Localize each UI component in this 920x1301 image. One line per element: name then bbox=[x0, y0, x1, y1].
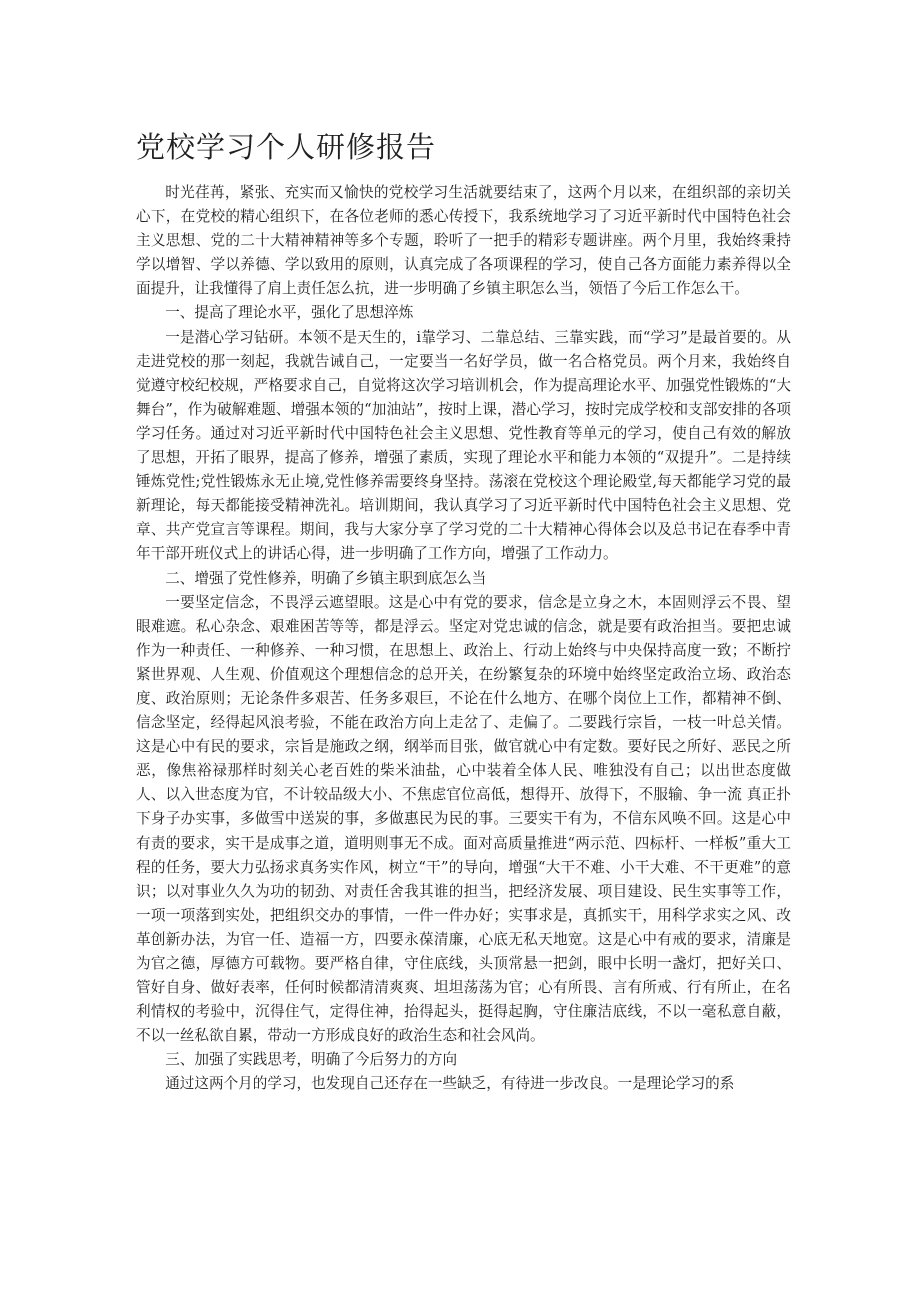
section-3-paragraph: 通过这两个月的学习，也发现自己还存在一些缺乏，有待进一步改良。一是理论学习的系 bbox=[165, 1075, 735, 1093]
section-heading-3: 三、加强了实践思考，明确了今后努力的方向 bbox=[165, 1051, 458, 1069]
intro-paragraph: 时光荏苒，紧张、充实而又愉快的党校学习生活就要结束了，这两个月以来，在组织部的亲切关心下，在党校的精心组织下，在各位老师的悉心传授下，我系统地学习了习近平新时代中国特色社会主义思想、党的二十大精神精神等多个专题，聆听了一把手的精彩专题讲座。两个月里，我始终秉持学以增智、学以养德、学以致用的原则，认真完成了各项课程的学习，使自己各方面能力素养得以全面提升，让我懂得了肩上责任怎么抗，进一步明确了乡镇主职怎么当，领悟了今后工作怎么干。 bbox=[136, 184, 791, 298]
section-2-paragraph: 一要坚定信念，不畏浮云遮望眼。这是心中有党的要求，信念是立身之木，本固则浮云不畏、望眼难遮。私心杂念、艰难困苦等等，都是浮云。坚定对党忠诚的信念，就是要有政治担当。要把忠诚作为一种责任、一种修养、一种习惯，在思想上、政治上、行动上始终与中央保持高度一致；不断拧紧世界观、人生观、价值观这个理想信念的总开关，在纷繁复杂的环境中始终坚定政治立场、政治态度、政治原则；无论条件多艰苦、任务多艰巨，不论在什么地方、在哪个岗位上工作，都精神不倒、信念坚定，经得起风浪考验，不能在政治方向上走岔了、走偏了。二要践行宗旨，一枝一叶总关情。这是心中有民的要求，宗旨是施政之纲，纲举而目张，做官就心中有定数。要好民之所好、恶民之所恶，像焦裕禄那样时刻关心老百姓的柴米油盐，心中装着全体人民、唯独没有自己；以出世态度做人、以入世态度为官，不计较品级大小、不焦虑官位高低，想得开、放得下，不服输、争一流 真正扑下身子办实事，多做雪中送炭的事，多做惠民为民的事。三要实干有为，不信东风唤不回。这是心中有责的要求，实干是成事之道，道明则事无不成。面对高质量推进“两示范、四标杆、一样板”重大工程的任务，要大力弘扬求真务实作风，树立“干”的导向，增强“大干不难、小干大难、不干更难”的意识；以对事业久久为功的韧劲、对责任舍我其谁的担当，把经济发展、项目建设、民生实事等工作，一项一项落到实处，把组织交办的事情，一件一件办好；实事求是，真抓实干，用科学求实之风、改革创新办法，为官一任、造福一方，四要永葆清廉，心底无私天地宽。这是心中有戒的要求，清廉是为官之德，厚德方可载物。要严格自律，守住底线，头顶常悬一把剑，眼中长明一盏灯，把好关口、管好自身、做好表率，任何时候都清清爽爽、坦坦荡荡为官；心有所畏、言有所戒、行有所止，在名利情权的考验中，沉得住气，定得住神，抬得起头，挺得起胸，守住廉洁底线，不以一毫私意自蔽，不以一丝私欲自累，带动一方形成良好的政治生态和社会风尚。 bbox=[136, 593, 791, 1045]
document-body bbox=[136, 181, 791, 1097]
section-heading-2: 二、增强了党性修养，明确了乡镇主职到底怎么当 bbox=[165, 569, 487, 587]
document-title: 党校学习个人研修报告 bbox=[136, 130, 437, 164]
section-heading-1: 一、提高了理论水平，强化了思想淬炼 bbox=[165, 304, 414, 322]
section-1-paragraph: 一是潜心学习钻研。本领不是天生的，i靠学习、二靠总结、三靠实践，而“学习”是最首要的。从走进党校的那一刻起，我就告诫自己，一定要当一名好学员，做一名合格党员。两个月来，我始终自觉遵守校纪校规，严格要求自己，自觉将这次学习培训机会，作为提高理论水平、加强党性锻炼的“大舞台”，作为破解难题、增强本领的“加油站”，按时上课，潜心学习，按时完成学校和支部安排的各项学习任务。通过对习近平新时代中国特色社会主义思想、党性教育等单元的学习，使自己有效的解放了思想，开拓了眼界，提高了修养，增强了素质，实现了理论水平和能力本领的“双提升”。二是持续锤炼党性;党性锻炼永无止境,党性修养需要终身坚持。荡滚在党校这个理论殿堂,每天都能学习党的最新理论，每天都能接受精神洗礼。培训期间，我认真学习了习近平新时代中国特色社会主义思想、党章、共产党宣言等课程。期间，我与大家分享了学习党的二十大精神心得体会以及总书记在春季中青年干部开班仪式上的讲话心得，进一步明确了工作方向，增强了工作动力。 bbox=[136, 328, 791, 563]
